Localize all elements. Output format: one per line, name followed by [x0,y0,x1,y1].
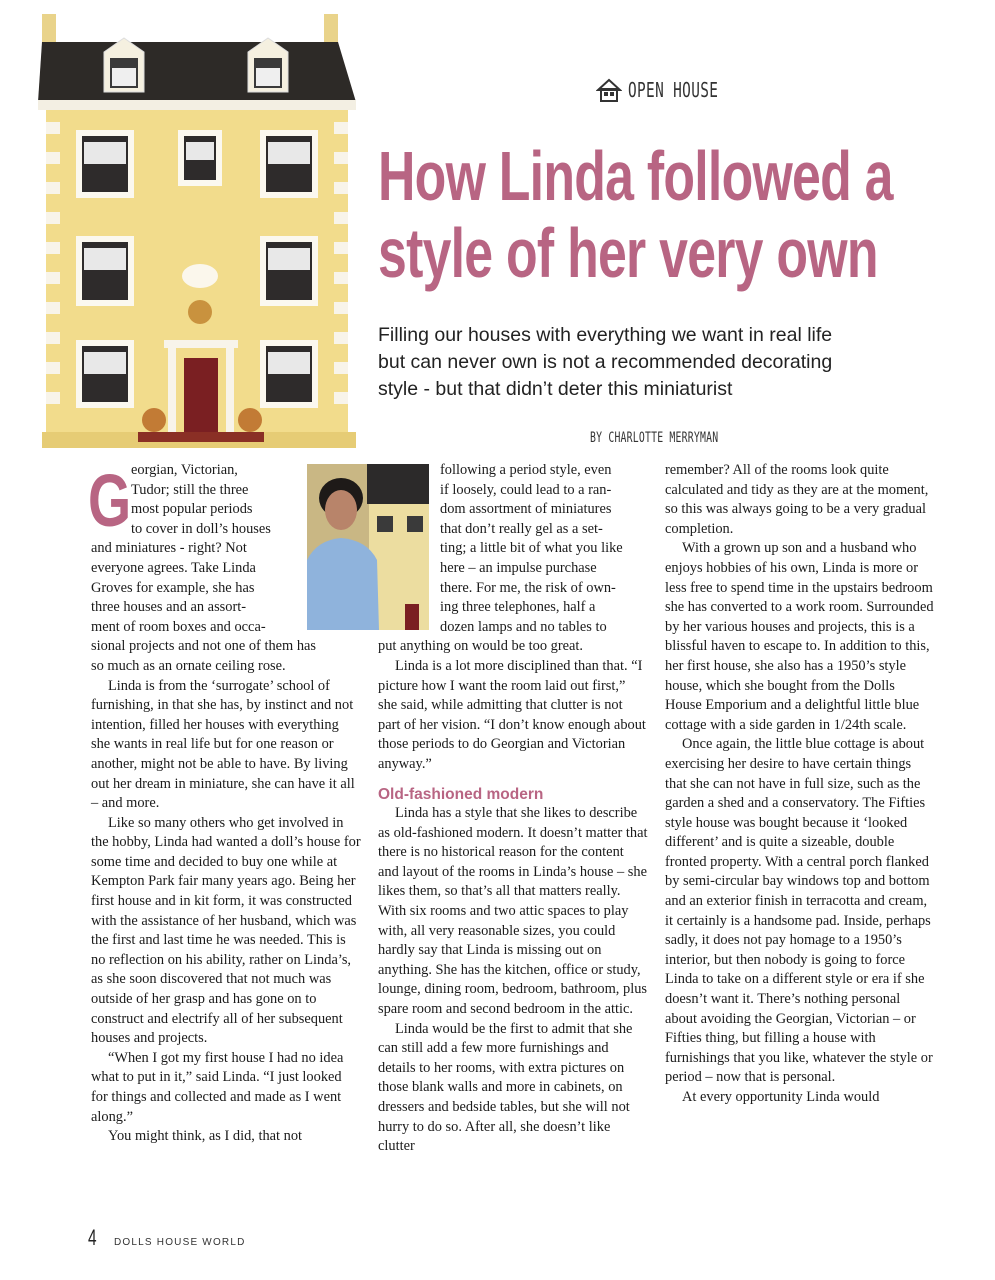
standfirst-line-3: style - but that didn’t deter this miniaturist [378,378,733,400]
paragraph: Linda has a style that she likes to describe as old-fashioned modern. It doesn’t matter that there is no historical reason for the content and layout of the rooms in Linda’s house – she likes them, so that’s all that matters really. With six rooms and two attic spaces to play with, all very reasonable sizes, you could hardly say that Linda is missing out on anything. She has the kitchen, office or study, lounge, dining room, bedroom, bathroom, plus spare room and second bedroom in the attic. [378,805,648,1018]
page-number: 4 [88,1225,97,1250]
dolls-house-image [38,12,358,452]
paragraph: Linda is a lot more disciplined than that. “I picture how I want the room laid out first,” she said, while admitting that clutter is not part of her vision. “I don’t know enough about those periods to do Georgian and Victorian anyway.” [378,657,646,772]
paragraph: With a grown up son and a husband who enjoys hobbies of his own, Linda is more or less free to spend time in the upstairs bedroom she has converted to a work room. Surrounded by her various houses and projects, this is a blissful haven to escape to. In addition to this, her first house, she also has a 1950’s style house, which she bought from the Dolls House Emporium and a delightful little blue cottage with a side garden in 1/24th scale. [665,540,934,733]
headline-line-1: How Linda followed a [378,137,893,215]
text-line: and miniatures - right? Not [91,540,247,557]
text-line: everyone agrees. Take Linda [91,559,256,576]
text-line: following a period style, even [440,462,612,478]
paragraph: Linda is from the ‘surrogate’ school of furnishing, in that she has, by instinct and not intention, filled her houses with everything she wants in real life but for one reason or another, might not be able to have. By living out her dream in miniature, she can have it all – and more. [91,677,355,812]
text-line: ing three telephones, half a [440,599,596,616]
paragraph [91,461,361,677]
text-line: eorgian, Victorian, [131,462,238,478]
byline: BY CHARLOTTE MERRYMAN [590,430,719,446]
text-line: ting; a little bit of what you like [440,540,623,557]
body-column-3 [665,461,935,1108]
text-line: sional projects and not one of them has [91,638,317,655]
text-line: dozen lamps and no tables to [440,618,607,635]
standfirst [378,322,898,403]
paragraph: remember? All of the rooms look quite calculated and tidy as they are at the moment, so this was always going to be a very gradual completion. [665,462,929,537]
body-column-1 [91,461,361,1147]
text-line: here – an impulse purchase [440,559,597,576]
paragraph: Linda would be the first to admit that she can still add a few more furnishings and details to her rooms, with extra pictures on those blank walls and more in cabinets, on dressers and bedside tables, but she will not hurry to do so. After all, she doesn’t like clutter [378,1020,633,1155]
text-line: Tudor; still the three [131,481,249,498]
body-column-2 [378,461,648,1157]
text-line: most popular periods [131,501,253,518]
paragraph: Like so many others who get involved in the hobby, Linda had wanted a doll’s house for some time and decided to buy one while at Kempton Park fair many years ago. Being her first house and in kit form, it was constructed with the assistance of her husband, which was the first and last time he was needed. This is no reflection on his ability, rather on Linda’s, as she soon discovered that not much was outside of her grasp and has gone on to construct and electrify all of her subsequent houses and projects. [91,814,361,1047]
paragraph [378,461,648,657]
text-line: put anything on would be too great. [378,638,584,655]
text-line: that don’t really gel as a set- [440,520,603,537]
headline [378,137,893,292]
paragraph: “When I got my first house I had no idea what to put in it,” said Linda. “I just looked for things and collected and made as I went along.” [91,1049,344,1125]
text-line: three houses and an assort- [91,599,247,616]
subheading: Old-fashioned modern [378,785,544,803]
text-line: if loosely, could lead to a ran- [440,481,612,498]
paragraph: Once again, the little blue cottage is about exercising her desire to have certain things that she can not have in full size, such as the garden a shed and a conservatory. The Fifties style house was bought because it ‘looked different’ and is quite a sizeable, double fronted property. With a central porch flanked by semi-circular bay windows top and bottom and an exterior finish in terracotta and cream, it certainly is a handsome pad. Inside, perhaps sadly, it does not pay homage to a 1950’s interior, but then nobody is going to force Linda to take on a different style or era if she doesn’t want it. There’s nothing personal about avoiding the Georgian, Victorian – or Fifties thing, but filling a house with furnishings that you like, whatever the style or period – now that is personal. [665,736,933,1086]
text-line: dom assortment of miniatures [440,501,612,518]
text-line: so much as an ornate ceiling rose. [91,657,286,674]
paragraph: You might think, as I did, that not [108,1128,303,1145]
page-footer [88,1225,246,1251]
standfirst-line-1: Filling our houses with everything we want in real life [378,324,833,346]
text-line: to cover in doll’s houses [131,520,271,537]
publication-name: DOLLS HOUSE WORLD [114,1237,246,1248]
section-label [596,74,753,106]
paragraph: At every opportunity Linda would [682,1089,880,1105]
headline-line-2: style of her very own [378,214,878,292]
house-icon [596,77,622,103]
section-title: OPEN HOUSE [628,78,719,102]
text-line: Groves for example, she has [91,579,255,596]
text-line: there. For me, the risk of own- [440,579,616,596]
text-line: ment of room boxes and occa- [91,618,266,635]
drop-cap: G [88,459,132,542]
standfirst-line-2: but can never own is not a recommended decorating [378,351,833,373]
